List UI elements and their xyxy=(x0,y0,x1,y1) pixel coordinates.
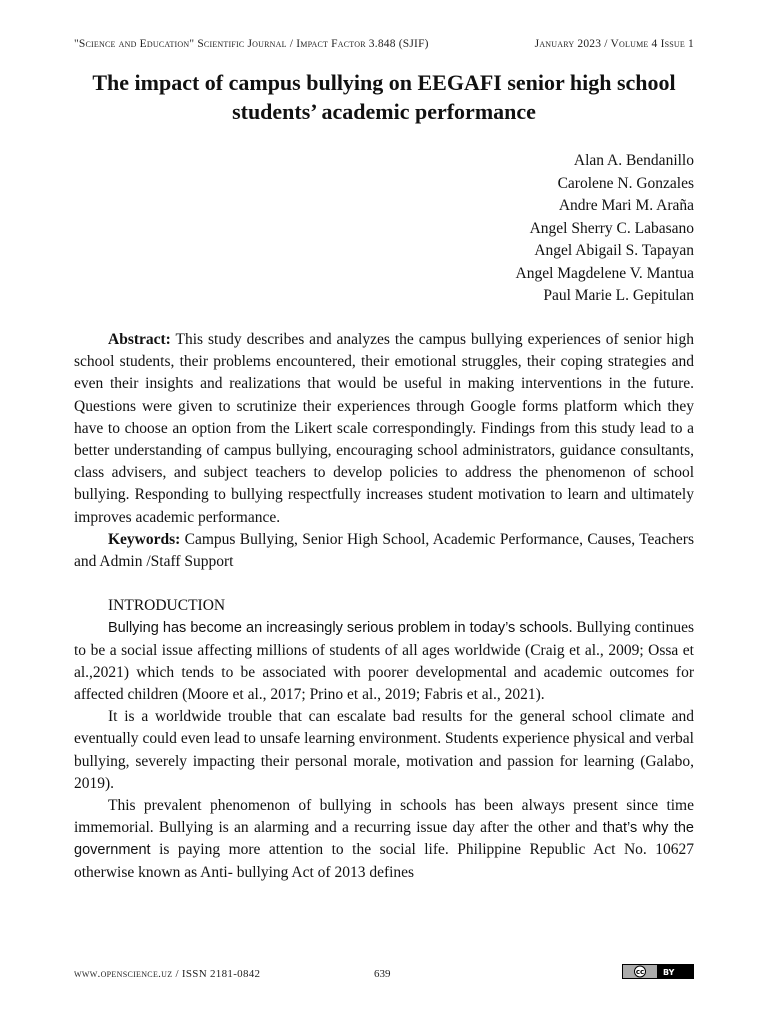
intro-emphasis: that’s why the government xyxy=(74,820,694,859)
cc-icon xyxy=(623,965,657,978)
author: Angel Abigail S. Tapayan xyxy=(534,242,694,259)
keywords-label: Keywords: xyxy=(108,530,181,548)
article-body xyxy=(74,329,694,884)
journal-name: "Science and Education" Scientific Journal / Impact Factor 3.848 (SJIF) xyxy=(74,38,429,50)
running-header xyxy=(74,38,694,50)
footer-site: www.openscience.uz / ISSN 2181-0842 xyxy=(74,968,261,980)
author: Andre Mari M. Araña xyxy=(558,197,694,214)
paper-title: The impact of campus bullying on EEGAFI senior high school students’ academic performance xyxy=(92,70,676,124)
intro-paragraph-2: It is a worldwide trouble that can escalate bad results for the general school climate and eventually could even lead to unsafe learning environment. Students experience physical and verbal bullying, severely impacting their personal morale, motivation and passion for learning (Galabo, 2019). xyxy=(74,708,694,792)
intro-paragraph-3 xyxy=(74,795,694,884)
keywords-text: Campus Bullying, Senior High School, Academic Performance, Causes, Teachers and Admin /Staff Support xyxy=(74,530,694,571)
author: Angel Sherry C. Labasano xyxy=(529,219,694,237)
introduction-heading: INTRODUCTION xyxy=(108,597,226,615)
intro-text: . Bullying continues to be a social issue affecting millions of students of all ages worldwide (Craig et al., 2009; Ossa et al.,2021) which tends to be associated with poorer developmental and academic outcomes for affected children (Moore et al., 2017; Prino et al., 2019; Fabris et al., 2021). xyxy=(74,619,695,704)
intro-paragraph-1 xyxy=(74,617,694,706)
by-icon xyxy=(657,965,693,978)
abstract-label: Abstract: xyxy=(108,331,171,348)
keywords-paragraph xyxy=(74,529,694,573)
author: Paul Marie L. Gepitulan xyxy=(543,287,694,304)
cc-by-license-badge xyxy=(622,964,694,979)
abstract-paragraph xyxy=(74,329,694,529)
issue-info: January 2023 / Volume 4 Issue 1 xyxy=(534,38,694,50)
intro-emphasis: Bullying has become an increasingly serious problem in today’s schools xyxy=(108,620,569,637)
intro-text: This prevalent phenomenon of bullying in schools has been always present since time immemorial. Bullying is an alarming and a recurring issue day after the other and xyxy=(74,797,694,837)
author-list xyxy=(516,150,695,308)
page-number: 639 xyxy=(374,968,391,980)
page-footer xyxy=(74,968,694,988)
intro-text: is paying more attention to the social life. Philippine Republic Act No. 10627 otherwise known as Anti- bullying Act of 2013 defines xyxy=(74,841,694,881)
by-text: BY xyxy=(663,968,675,977)
author: Carolene N. Gonzales xyxy=(557,174,694,192)
cc-text: cc xyxy=(635,968,645,976)
abstract-text: This study describes and analyzes the campus bullying experiences of senior high school students, their problems encountered, their emotional struggles, their coping strategies and even their insights and realizations that would be useful in making interventions in the future. Questions were given to scrutinize their experiences through Google forms platform which they have to choose an option from the Likert scale correspondingly. Findings from this study lead to a better understanding of campus bullying, encouraging school administrators, guidance consultants, class advisers, and subject teachers to develop policies to address the phenomenon of school bullying. Responding to bullying respectfully increases student motivation to learn and ultimately improves academic performance. xyxy=(74,331,694,526)
author: Alan A. Bendanillo xyxy=(573,152,694,169)
author: Angel Magdelene V. Mantua xyxy=(515,264,694,282)
